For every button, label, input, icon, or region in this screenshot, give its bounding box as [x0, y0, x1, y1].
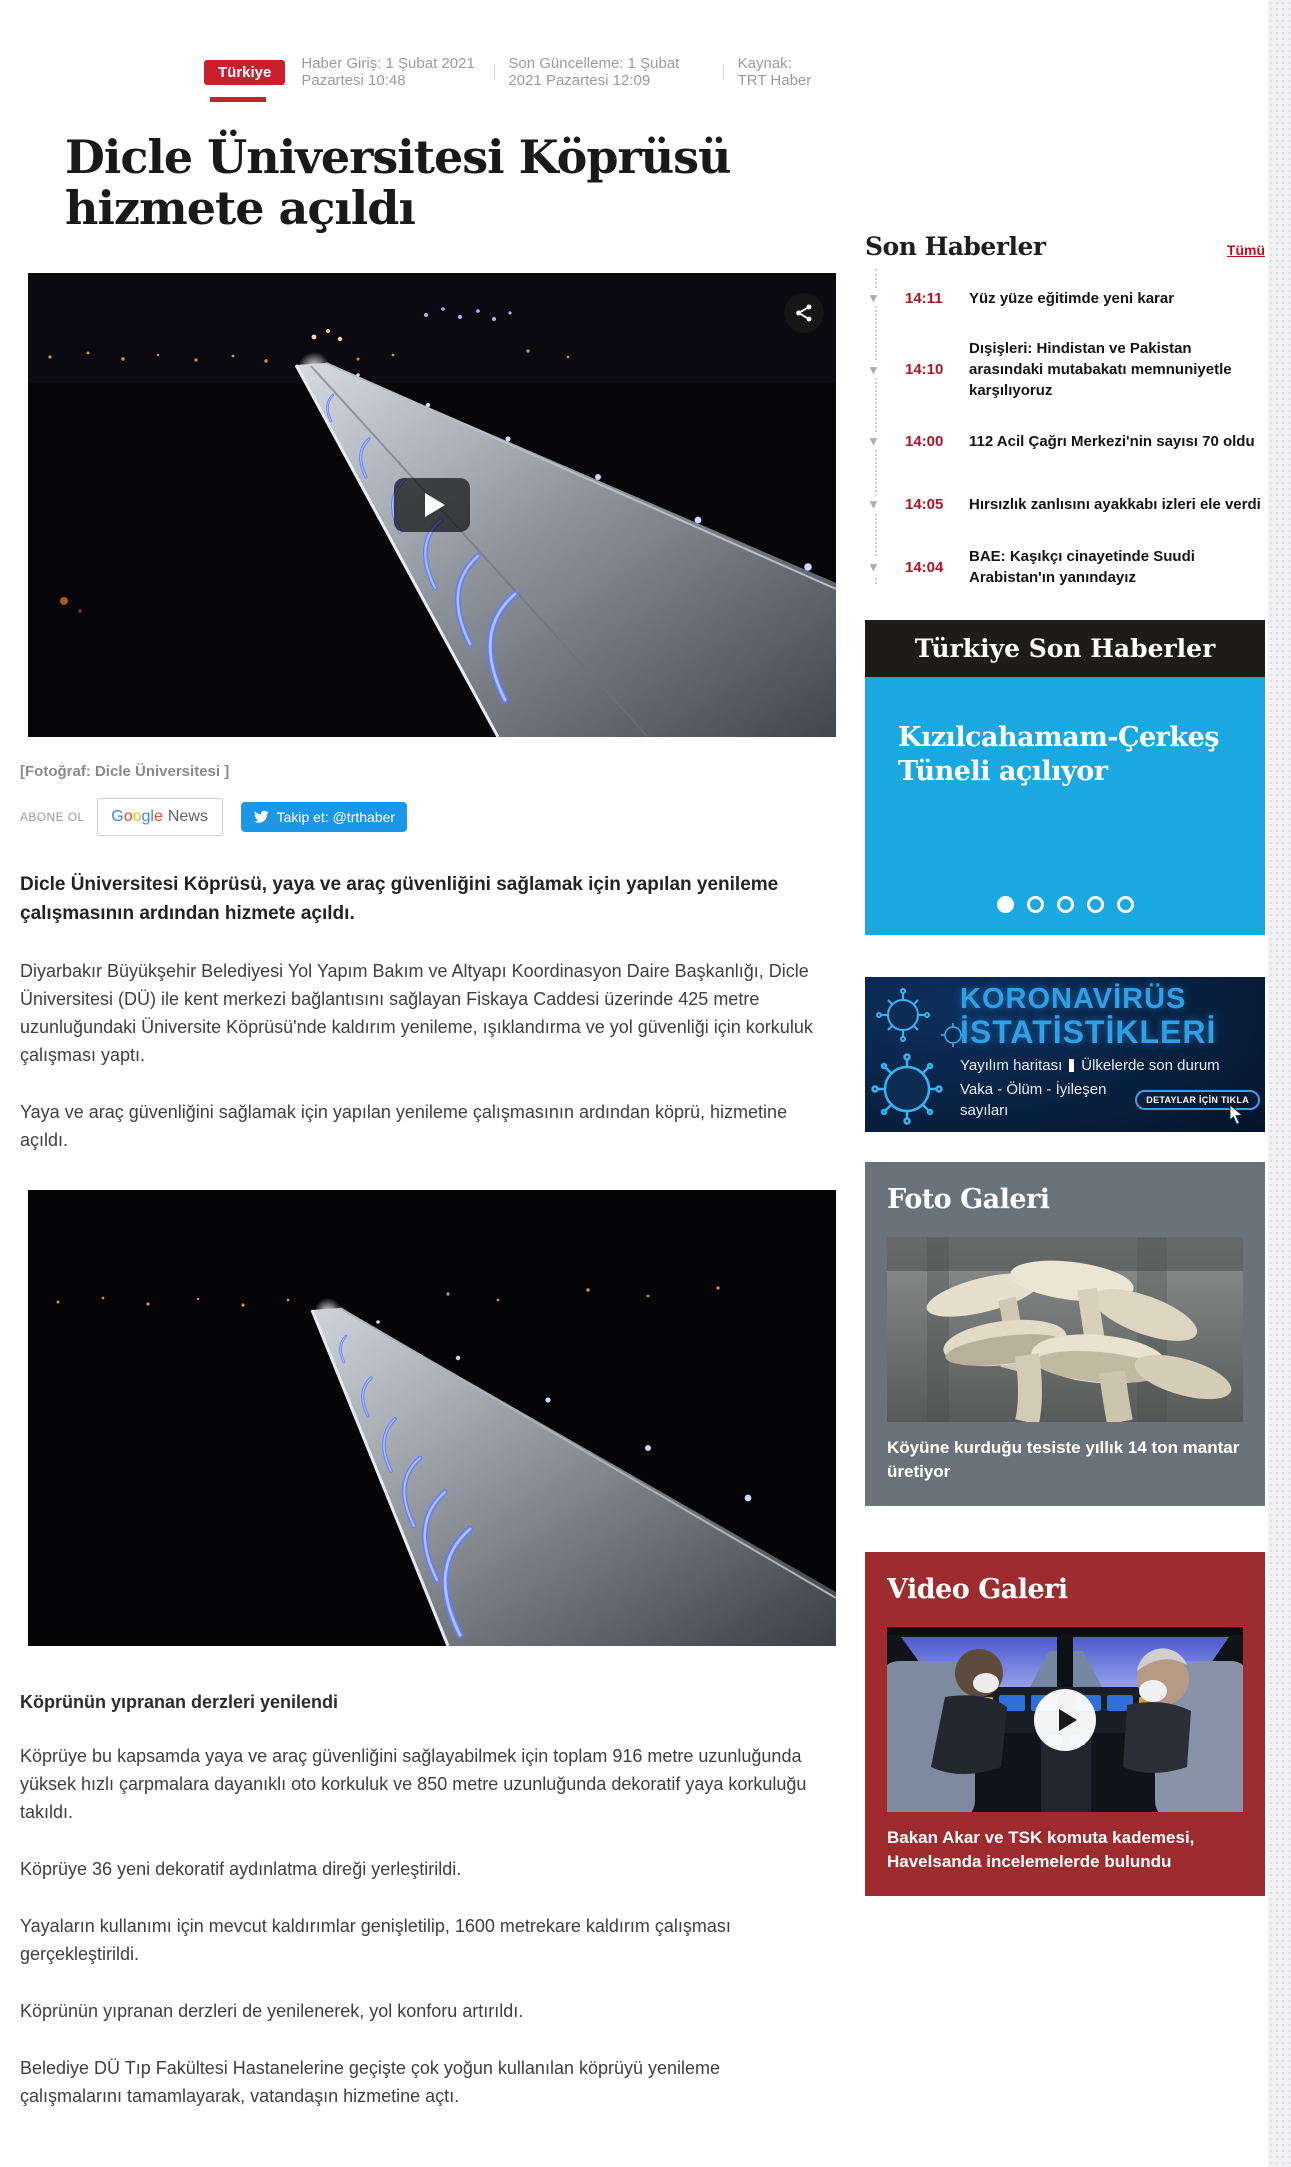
latest-news-item[interactable]	[865, 338, 1265, 401]
carousel-dot[interactable]	[1117, 896, 1134, 913]
latest-item-time: 14:10	[905, 361, 944, 378]
latest-news-item[interactable]	[865, 544, 1265, 590]
corona-content	[960, 983, 1260, 1121]
timeline-arrow-icon: ▼	[867, 362, 880, 377]
video-gallery-caption[interactable]: Bakan Akar ve TSK komuta kademesi, Havelsanda incelemelerde bulundu	[887, 1828, 1195, 1871]
google-letter: G	[111, 808, 124, 826]
cursor-icon	[1227, 1104, 1247, 1126]
article-subheading: Köprünün yıpranan derzleri yenilendi	[20, 1692, 339, 1713]
latest-news-item[interactable]	[865, 481, 1265, 527]
google-news-label: News	[167, 808, 208, 826]
article-paragraph: Diyarbakır Büyükşehir Belediyesi Yol Yapım Bakım ve Altyapı Koordinasyon Daire Başkanlığı, Dicle Üniversitesi (DÜ) ile kent merkezi bağlantısını sağlayan Fiskaya Caddesi üzerinde 425 metre uzunluğundaki Üniversite Köprüsü'nde kaldırım yenileme, ışıklandırma ve yol güvenliği için korkuluk çalışması yaptı.	[20, 961, 813, 1066]
latest-news-item[interactable]	[865, 418, 1265, 464]
turkiye-band[interactable]	[865, 620, 1265, 677]
divider-bar	[1069, 1059, 1074, 1072]
twitter-follow-button[interactable]	[241, 802, 408, 832]
latest-news-title: Son Haberler	[865, 232, 1046, 261]
play-icon	[1059, 1709, 1077, 1731]
bridge-night-photo	[28, 1190, 836, 1646]
sidebar	[865, 0, 1265, 1896]
photo-credit: [Fotoğraf: Dicle Üniversitesi ]	[20, 763, 230, 781]
mushroom-photo	[887, 1237, 1243, 1422]
video-gallery-title: Video Galeri	[887, 1574, 1068, 1605]
photo-gallery-card	[865, 1162, 1265, 1506]
photo-gallery-image[interactable]	[887, 1237, 1243, 1422]
update-time: Son Güncelleme: 1 Şubat 2021 Pazartesi 12:09	[508, 55, 680, 89]
video-gallery-card	[865, 1552, 1265, 1896]
category-badge[interactable]: Türkiye	[204, 60, 285, 85]
social-row	[20, 798, 835, 836]
article-image[interactable]	[28, 1190, 836, 1646]
article-paragraph: Köprüye bu kapsamda yaya ve araç güvenliğini sağlayabilmek için toplam 916 metre uzunluğunda yüksek hızlı çarpmalara dayanıklı oto korkuluk ve 850 metre uzunluğunda dekoratif yaya korkuluğu takıldı.	[20, 1746, 807, 1823]
promo-title: Kızılcahamam-Çerkeş Tüneli açılıyor	[898, 722, 1219, 787]
play-button[interactable]	[394, 478, 470, 532]
article-paragraph: Köprünün yıpranan derzleri de yenilenerek, yol konforu artırıldı.	[20, 2001, 524, 2022]
latest-item-time: 14:04	[905, 558, 944, 576]
photo-gallery-caption[interactable]: Köyüne kurduğu tesiste yıllık 14 ton mantar üretiyor	[887, 1438, 1240, 1481]
publish-time: Haber Giriş: 1 Şubat 2021 Pazartesi 10:48	[301, 55, 475, 89]
article-meta	[20, 55, 835, 89]
share-icon	[793, 302, 815, 324]
corona-banner[interactable]	[865, 977, 1265, 1132]
article-video[interactable]	[28, 273, 836, 737]
article-paragraph: Köprüye 36 yeni dekoratif aydınlatma direği yerleştirildi.	[20, 1859, 462, 1880]
article-paragraph: Yayaların kullanımı için mevcut kaldırımlar genişletilip, 1600 metrekare kaldırım çalışması gerçekleştirildi.	[20, 1916, 731, 1965]
subscribe-label: ABONE OL	[20, 810, 85, 825]
article-lead: Dicle Üniversitesi Köprüsü, yaya ve araç güvenliğini sağlamak için yapılan yenileme çalışmasının ardından hizmete açıldı.	[20, 874, 779, 925]
latest-news-item[interactable]	[865, 275, 1265, 321]
carousel-dot[interactable]	[1087, 896, 1104, 913]
turkiye-band-title: Türkiye Son Haberler	[914, 634, 1216, 663]
latest-all-link[interactable]: Tümü	[1226, 242, 1265, 258]
timeline-arrow-icon: ▼	[867, 290, 880, 306]
page-edge-strip	[1268, 0, 1291, 2167]
latest-item-time: 14:11	[905, 289, 943, 307]
article-paragraph: Yaya ve araç güvenliğini sağlamak için yapılan yenileme çalışmasının ardından köprü, hizmetine açıldı.	[20, 1102, 788, 1151]
latest-item-time: 14:05	[905, 495, 944, 513]
twitter-icon	[253, 809, 269, 825]
latest-news-header	[865, 232, 1265, 261]
corona-cta-button[interactable]: DETAYLAR İÇİN TIKLA	[1135, 1090, 1260, 1110]
latest-item-title: Hırsızlık zanlısını ayakkabı izleri ele verdi	[969, 495, 1261, 513]
latest-item-title: 112 Acil Çağrı Merkezi'nin sayısı 70 oldu	[969, 432, 1255, 450]
category-underline	[210, 97, 266, 102]
latest-item-title: BAE: Kaşıkçı cinayetinde Suudi Arabistan'ın yanındayız	[969, 548, 1195, 586]
carousel-dot[interactable]	[997, 896, 1014, 913]
timeline-arrow-icon: ▼	[867, 496, 880, 512]
share-button[interactable]	[784, 293, 824, 333]
corona-subtitle-1: Yayılım haritası Ülkelerde son durum	[960, 1057, 1220, 1074]
latest-item-title: Dışişleri: Hindistan ve Pakistan arasındaki mutabakatı memnuniyetle karşılıyoruz	[969, 340, 1232, 399]
latest-item-time: 14:00	[905, 432, 944, 450]
page-title: Dicle Üniversitesi Köprüsü hizmete açıldı	[65, 130, 731, 235]
twitter-follow-label: Takip et: @trthaber	[276, 809, 396, 826]
timeline-arrow-icon: ▼	[867, 433, 880, 449]
virus-icon	[865, 977, 975, 1132]
promo-card[interactable]	[865, 677, 1265, 935]
video-play-button[interactable]	[1034, 1689, 1096, 1751]
carousel-dots	[865, 896, 1265, 913]
corona-subtitle-2: Vaka - Ölüm - İyileşen sayıları	[960, 1081, 1107, 1119]
play-icon	[425, 493, 445, 517]
timeline-arrow-icon: ▼	[867, 559, 880, 575]
carousel-dot[interactable]	[1027, 896, 1044, 913]
latest-item-title: Yüz yüze eğitimde yeni karar	[969, 289, 1175, 307]
photo-gallery-title: Foto Galeri	[887, 1184, 1050, 1215]
source-label: Kaynak: TRT Haber	[737, 55, 812, 89]
article-column	[20, 0, 835, 2128]
latest-news-list	[865, 275, 1265, 590]
corona-title-line2: İSTATİSTİKLERİ	[960, 1014, 1217, 1050]
article-paragraph: Belediye DÜ Tıp Fakültesi Hastanelerine geçişte çok yoğun kullanılan köprüyü yenileme çalışmalarını tamamlayarak, vatandaşın hizmetine açtı.	[20, 2058, 721, 2107]
corona-title-line1: KORONAVİRÜS	[960, 983, 1187, 1015]
google-news-button[interactable]: Google News	[97, 798, 223, 836]
video-gallery-thumb[interactable]	[887, 1627, 1243, 1812]
carousel-dot[interactable]	[1057, 896, 1074, 913]
